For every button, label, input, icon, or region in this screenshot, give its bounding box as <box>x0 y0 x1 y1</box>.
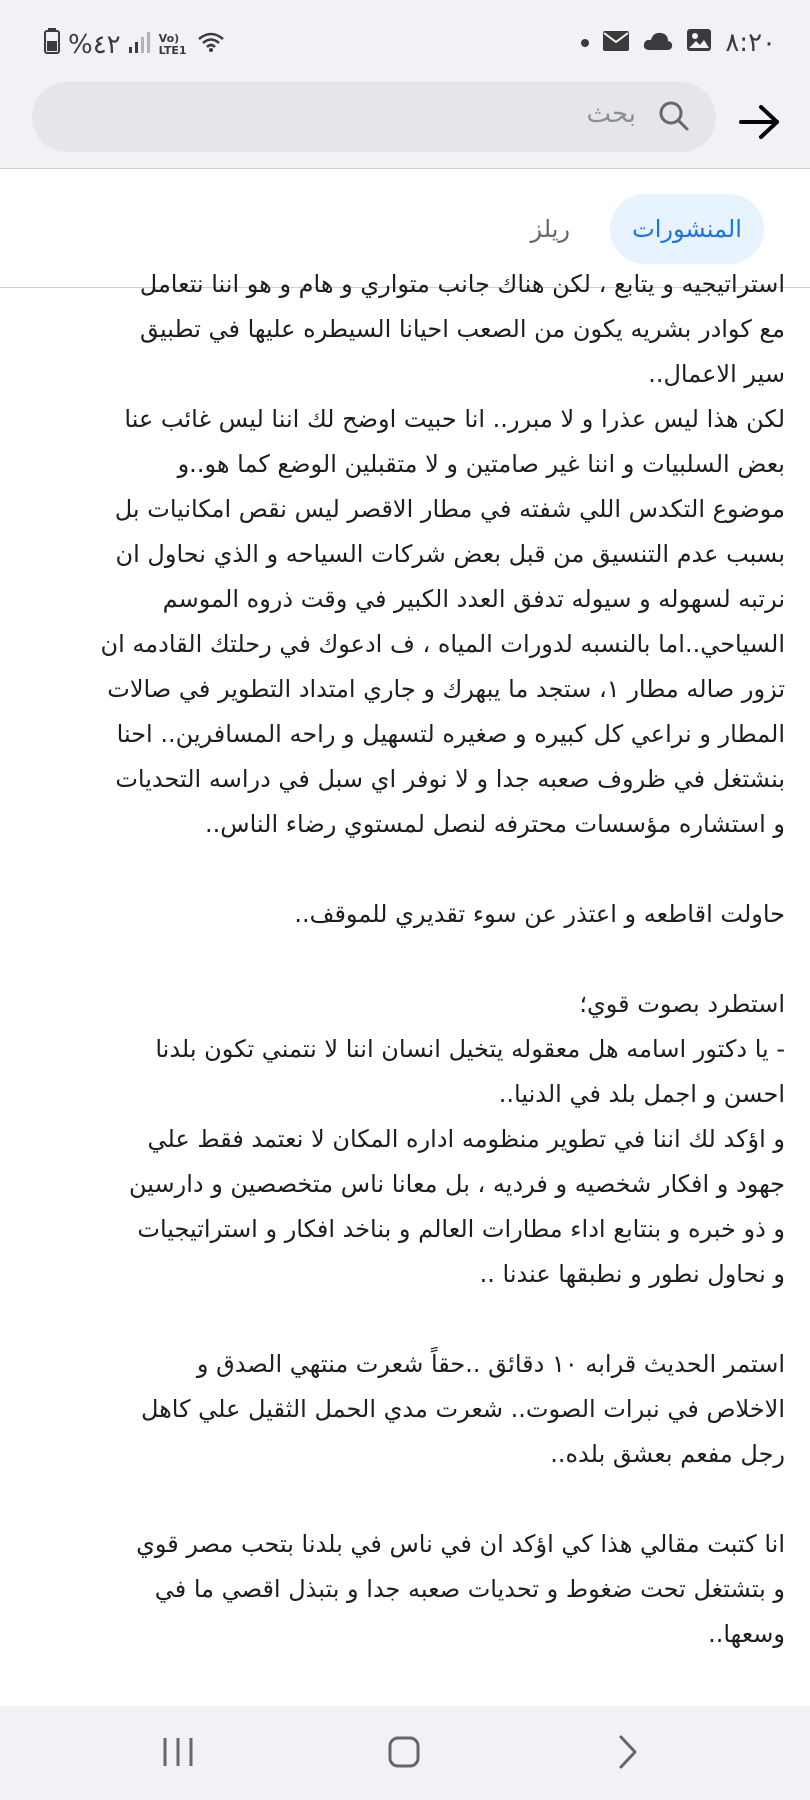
cloud-icon <box>643 28 673 58</box>
paragraph <box>25 1342 785 1477</box>
text-line: لكن هذا ليس عذرا و لا مبرر.. انا حبيت اوضح لك اننا ليس غائب عنا <box>124 405 785 433</box>
chevron-right-icon <box>618 1735 638 1773</box>
mail-icon <box>603 28 629 58</box>
back-button[interactable] <box>736 100 784 148</box>
paragraph-gap <box>25 1297 785 1342</box>
tab-posts[interactable]: المنشورات <box>610 194 764 264</box>
text-line: السياحي..اما بالنسبه لدورات المياه ، ف ادعوك في رحلتك القادمه ان <box>100 630 785 658</box>
text-line: و ذو خبره و بنتابع اداء مطارات العالم و بناخد افكار و استراتيجيات <box>137 1215 785 1243</box>
paragraph <box>25 982 785 1297</box>
clock-time: ٨:٢٠ <box>725 28 776 58</box>
back-nav-button[interactable] <box>608 1734 648 1774</box>
status-right-group <box>581 28 776 58</box>
arrow-right-icon <box>739 104 781 144</box>
paragraph-gap <box>25 937 785 982</box>
text-line: مع كوادر بشريه يكون من الصعب احيانا السيطره عليها في تطبيق <box>140 315 785 343</box>
gallery-icon <box>687 28 711 58</box>
text-line: احسن و اجمل بلد في الدنيا.. <box>498 1080 785 1108</box>
battery-icon <box>44 28 60 61</box>
text-line: و بتشتغل تحت ضغوط و تحديات صعبه جدا و بتبذل اقصي ما في <box>154 1575 785 1603</box>
paragraph-gap <box>25 847 785 892</box>
paragraph <box>25 1522 785 1657</box>
text-line: وسعها.. <box>708 1620 785 1648</box>
search-input[interactable] <box>32 82 716 152</box>
text-line: حاولت اقاطعه و اعتذر عن سوء تقديري للموقف.. <box>294 900 785 928</box>
status-bar <box>0 0 810 80</box>
home-button[interactable] <box>384 1734 424 1774</box>
text-line: سير الاعمال.. <box>648 360 785 388</box>
wifi-icon <box>197 30 225 60</box>
text-line: موضوع التكدس اللي شفته في مطار الاقصر ليس نقص امكانيات بل <box>114 495 785 523</box>
text-line: استمر الحديث قرابه ١٠ دقائق ..حقاً شعرت منتهي الصدق و <box>196 1350 785 1378</box>
paragraph <box>25 892 785 937</box>
text-line: بسبب عدم التنسيق من قبل بعض شركات السياحه و الذي نحاول ان <box>115 540 785 568</box>
paragraph <box>25 262 785 847</box>
text-line: و نحاول نطور و نطبقها عندنا .. <box>479 1260 785 1288</box>
tab-reels[interactable]: ريلز <box>530 215 570 243</box>
status-left-group <box>44 28 225 61</box>
text-line: تزور صاله مطار ١، ستجد ما يبهرك و جاري امتداد التطوير في صالات <box>107 675 785 703</box>
text-line: بنشتغل في ظروف صعبه جدا و لا نوفر اي سبل في دراسه التحديات <box>115 765 785 793</box>
text-line: المطار و نراعي كل كبيره و صغيره لتسهيل و راحه المسافرين.. احنا <box>116 720 785 748</box>
search-placeholder: بحث <box>586 99 636 129</box>
search-header <box>0 80 810 169</box>
text-line: بعض السلبيات و اننا غير صامتين و لا متقبلين الوضع كما هو..و <box>177 450 785 478</box>
text-line: انا كتبت مقالي هذا كي اؤكد ان في ناس في بلدنا بتحب مصر قوي <box>136 1530 785 1558</box>
signal-bars-icon <box>129 30 151 60</box>
recent-apps-icon <box>161 1736 195 1772</box>
search-icon <box>658 100 690 136</box>
text-line: - يا دكتور اسامه هل معقوله يتخيل انسان اننا لا نتمني تكون بلدنا <box>155 1035 785 1063</box>
text-line: استطرد بصوت قوي؛ <box>579 990 785 1018</box>
home-icon <box>388 1736 420 1772</box>
text-line: الاخلاص في نبرات الصوت.. شعرت مدي الحمل الثقيل علي كاهل <box>140 1395 785 1423</box>
text-line: و اؤكد لك اننا في تطوير منظومه اداره المكان لا نعتمد فقط علي <box>147 1125 785 1153</box>
network-type-label: Vo) LTE1 <box>158 31 187 57</box>
text-line: رجل مفعم بعشق بلده.. <box>550 1440 785 1468</box>
system-navigation-bar <box>0 1706 810 1800</box>
text-line: استراتيجيه و يتابع ، لكن هناك جانب متواري و هام و هو اننا نتعامل <box>139 270 785 298</box>
text-line: نرتبه لسهوله و سيوله تدفق العدد الكبير في وقت ذروه الموسم <box>162 585 785 613</box>
text-line: جهود و افكار شخصيه و فرديه ، بل معانا ناس متخصصين و دارسين <box>129 1170 785 1198</box>
battery-percent: %٤٢ <box>68 29 121 60</box>
text-line: و استشاره مؤسسات محترفه لنصل لمستوي رضاء الناس.. <box>205 810 785 838</box>
post-text <box>25 262 785 1657</box>
notification-dot-icon <box>581 39 589 47</box>
recent-apps-button[interactable] <box>158 1734 198 1774</box>
post-text-area <box>0 270 810 1706</box>
paragraph-gap <box>25 1477 785 1522</box>
